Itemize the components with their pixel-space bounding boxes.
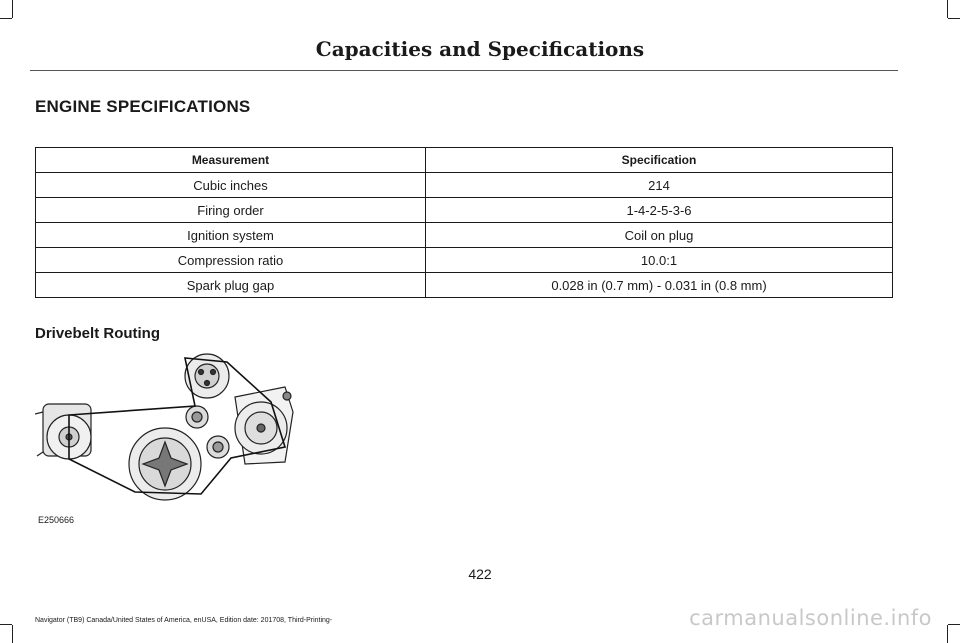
table-cell: Spark plug gap [36, 273, 426, 298]
crop-mark-top-right-h [948, 18, 960, 19]
table-cell: Ignition system [36, 223, 426, 248]
crop-mark-bottom-left-v [12, 625, 13, 643]
crop-mark-top-left-h [0, 18, 12, 19]
table-cell: Cubic inches [36, 173, 426, 198]
table-cell: 214 [426, 173, 893, 198]
header-divider [30, 70, 898, 71]
idler-pulley-upper [186, 406, 208, 428]
crop-mark-top-right-v [947, 0, 948, 18]
table-row [36, 248, 893, 273]
section-title: ENGINE SPECIFICATIONS [35, 97, 251, 116]
alternator-pulley [235, 387, 293, 464]
table-cell: Firing order [36, 198, 426, 223]
page-number: 422 [468, 566, 492, 582]
footer-edition-text: Navigator (TB9) Canada/United States of America, enUSA, Edition date: 201708, Third-Printing- [35, 617, 333, 624]
watermark: carmanualsonline.info [689, 606, 932, 630]
table-row [36, 198, 893, 223]
table-cell: Coil on plug [426, 223, 893, 248]
table-cell: Compression ratio [36, 248, 426, 273]
table-header-row [36, 148, 893, 173]
column-header-measurement: Measurement [36, 148, 426, 173]
drivebelt-routing-diagram [35, 352, 297, 512]
crop-mark-top-left-v [12, 0, 13, 18]
crop-mark-bottom-left-h [0, 624, 12, 625]
page-header-title: Capacities and Specifications [315, 37, 645, 61]
figure-id: E250666 [38, 515, 75, 525]
table-cell: 0.028 in (0.7 mm) - 0.031 in (0.8 mm) [426, 273, 893, 298]
engine-specifications-table [35, 147, 893, 298]
table-row [36, 273, 893, 298]
crop-mark-bottom-right-h [948, 624, 960, 625]
subsection-title: Drivebelt Routing [35, 325, 161, 342]
idler-pulley-lower [207, 436, 229, 458]
table-cell: 10.0:1 [426, 248, 893, 273]
table-row [36, 173, 893, 198]
column-header-specification: Specification [426, 148, 893, 173]
crop-mark-bottom-right-v [947, 625, 948, 643]
table-cell: 1-4-2-5-3-6 [426, 198, 893, 223]
crankshaft-pulley [129, 428, 201, 500]
table-row [36, 223, 893, 248]
compressor-pulley [35, 404, 91, 459]
